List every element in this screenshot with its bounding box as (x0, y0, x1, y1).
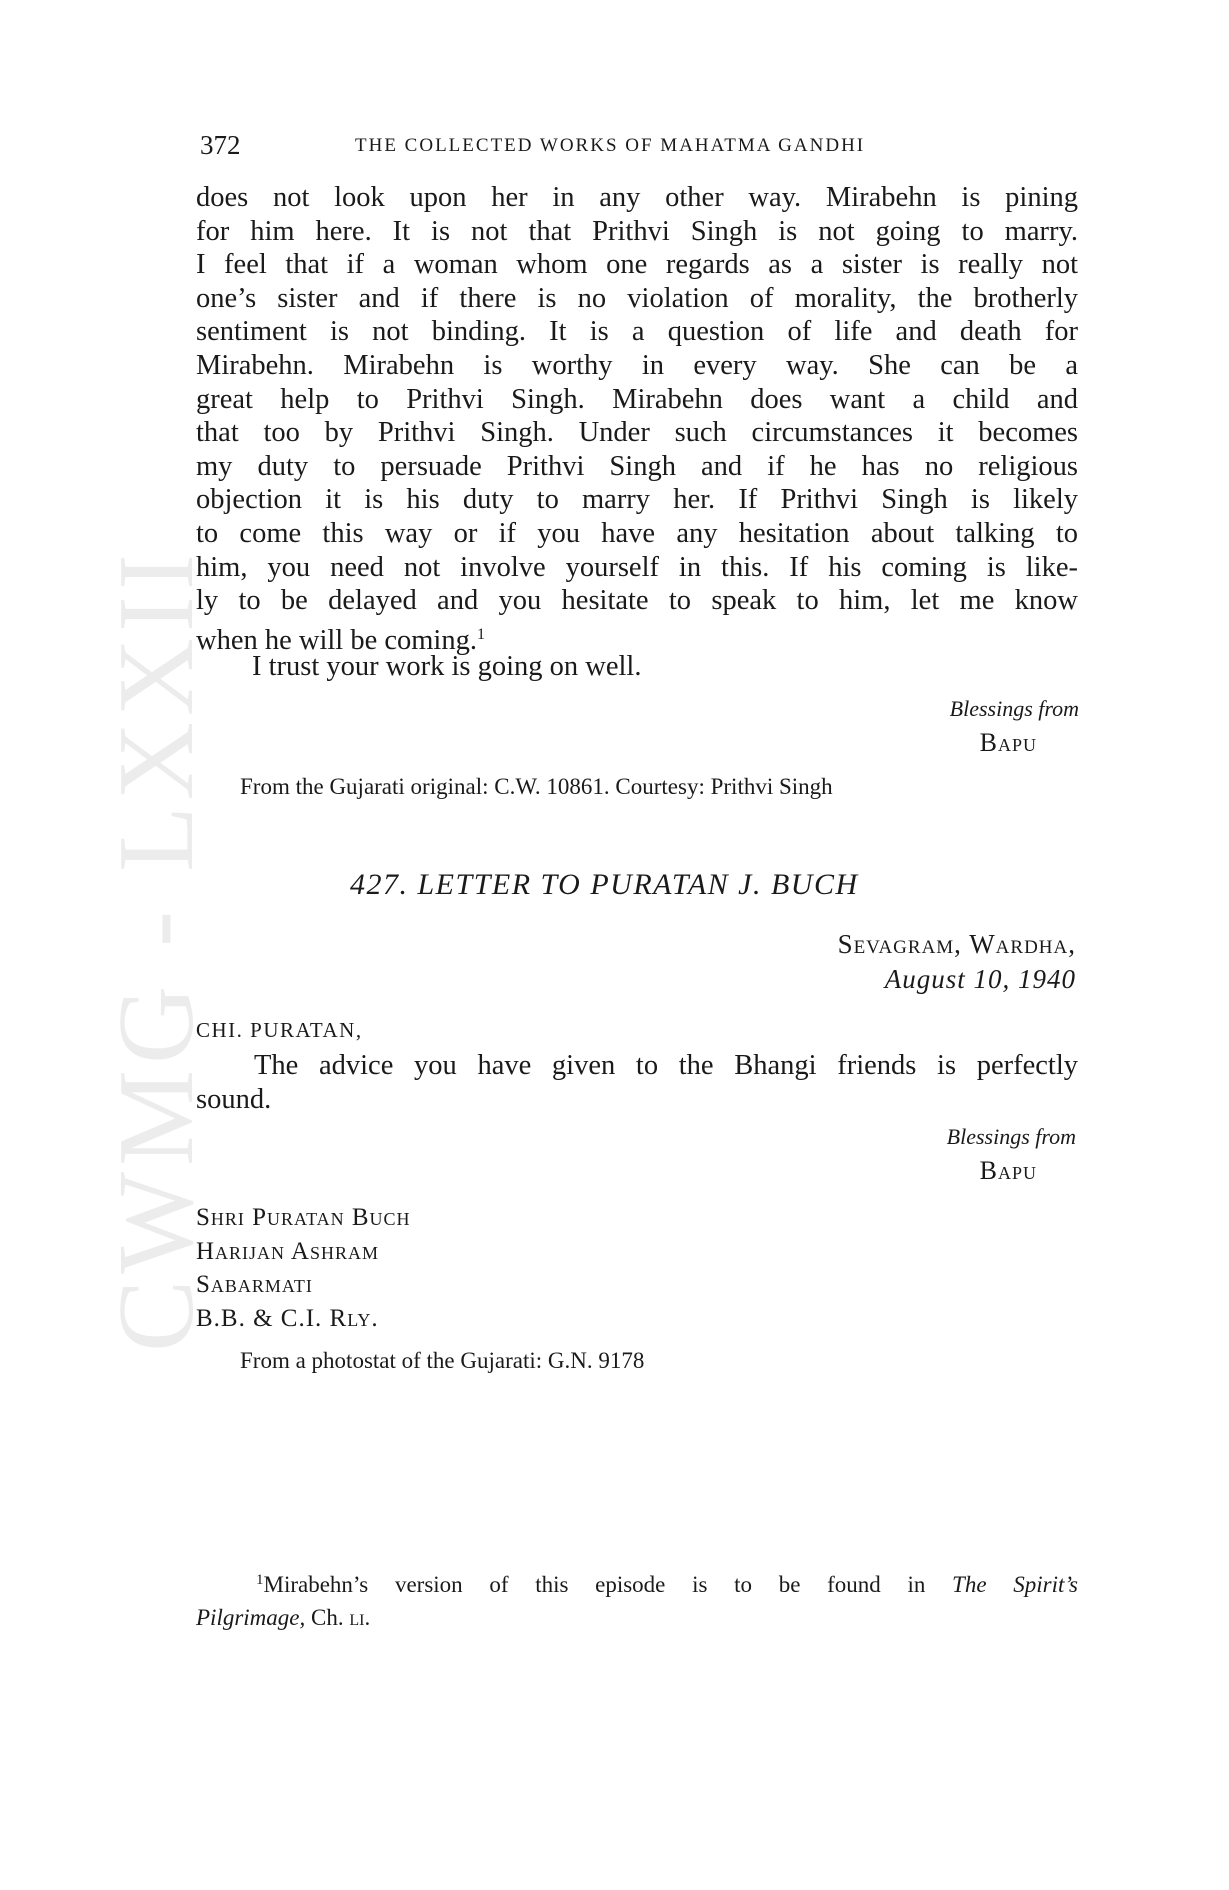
body-line: that too by Prithvi Singh. Under such circumstances it becomes (196, 417, 1078, 449)
body-line: I feel that if a woman whom one regards as a sister is really not (196, 249, 1078, 281)
footnote-text: Ch. (305, 1605, 350, 1630)
body-line: ly to be delayed and you hesitate to speak to him, let me know (196, 585, 1078, 617)
source-note: From a photostat of the Gujarati: G.N. 9178 (240, 1348, 645, 1373)
chapter-number: li. (349, 1605, 371, 1630)
body-line: does not look upon her in any other way. Mirabehn is pining (196, 182, 1078, 213)
address-line: B.B. & C.I. Rly. (196, 1304, 379, 1332)
salutation: CHI. PURATAN, (196, 1018, 363, 1042)
signature: Bapu (979, 728, 1037, 757)
body-line: him, you need not involve yourself in this. If his coming is like- (196, 551, 1078, 583)
body-line: when he will be coming. (196, 624, 477, 656)
body-line: The advice you have given to the Bhangi friends is perfectly (254, 1050, 1078, 1081)
body-line: one’s sister and if there is no violation of morality, the brotherly (196, 282, 1078, 314)
address-line: Shri Puratan Buch (196, 1204, 411, 1231)
body-line: sound. (196, 1083, 272, 1115)
address-line: Sabarmati (196, 1271, 313, 1298)
letter-place: Sevagram, Wardha, (837, 929, 1076, 959)
running-title: THE COLLECTED WORKS OF MAHATMA GANDHI (355, 135, 866, 156)
body-line: to come this way or if you have any hesitation about talking to (196, 517, 1078, 549)
blessing-line: Blessings from (946, 1124, 1076, 1149)
blessing-line: Blessings from (949, 696, 1079, 721)
book-title: The Spirit’s (952, 1572, 1079, 1597)
footnote-ref: 1 (476, 625, 485, 643)
book-title: Pilgrimage, (196, 1605, 306, 1630)
letter2-body (196, 1049, 1078, 1116)
letter-heading: 427. LETTER TO PURATAN J. BUCH (350, 868, 859, 901)
signature: Bapu (979, 1156, 1037, 1185)
body-line: my duty to persuade Prithvi Singh and if he has no religious (196, 450, 1078, 482)
body-line: sentiment is not binding. It is a question of life and death for (196, 316, 1078, 348)
footnote-line (196, 1601, 1078, 1634)
watermark-text: CWMG - LXXII (97, 548, 216, 1352)
body-line: objection it is his duty to marry her. If Prithvi Singh is likely (196, 484, 1078, 516)
footnote-line (196, 1564, 1078, 1601)
letter1-body (196, 181, 1078, 657)
letter-date: August 10, 1940 (884, 964, 1076, 994)
address-block (196, 1201, 411, 1335)
watermark (97, 410, 216, 1490)
body-line: for him here. It is not that Prithvi Singh is not going to marry. (196, 215, 1078, 247)
footnote-text: Mirabehn’s version of this episode is to be found in (263, 1572, 926, 1597)
body-line: Mirabehn. Mirabehn is worthy in every way. She can be a (196, 349, 1078, 381)
footnote-marker: 1 (256, 1572, 264, 1588)
source-note: From the Gujarati original: C.W. 10861. Courtesy: Prithvi Singh (240, 774, 833, 799)
address-line: Harijan Ashram (196, 1237, 380, 1265)
page-number: 372 (200, 130, 241, 160)
closing-line: I trust your work is going on well. (252, 651, 642, 682)
footnote (196, 1564, 1078, 1634)
body-line: great help to Prithvi Singh. Mirabehn does want a child and (196, 383, 1078, 415)
